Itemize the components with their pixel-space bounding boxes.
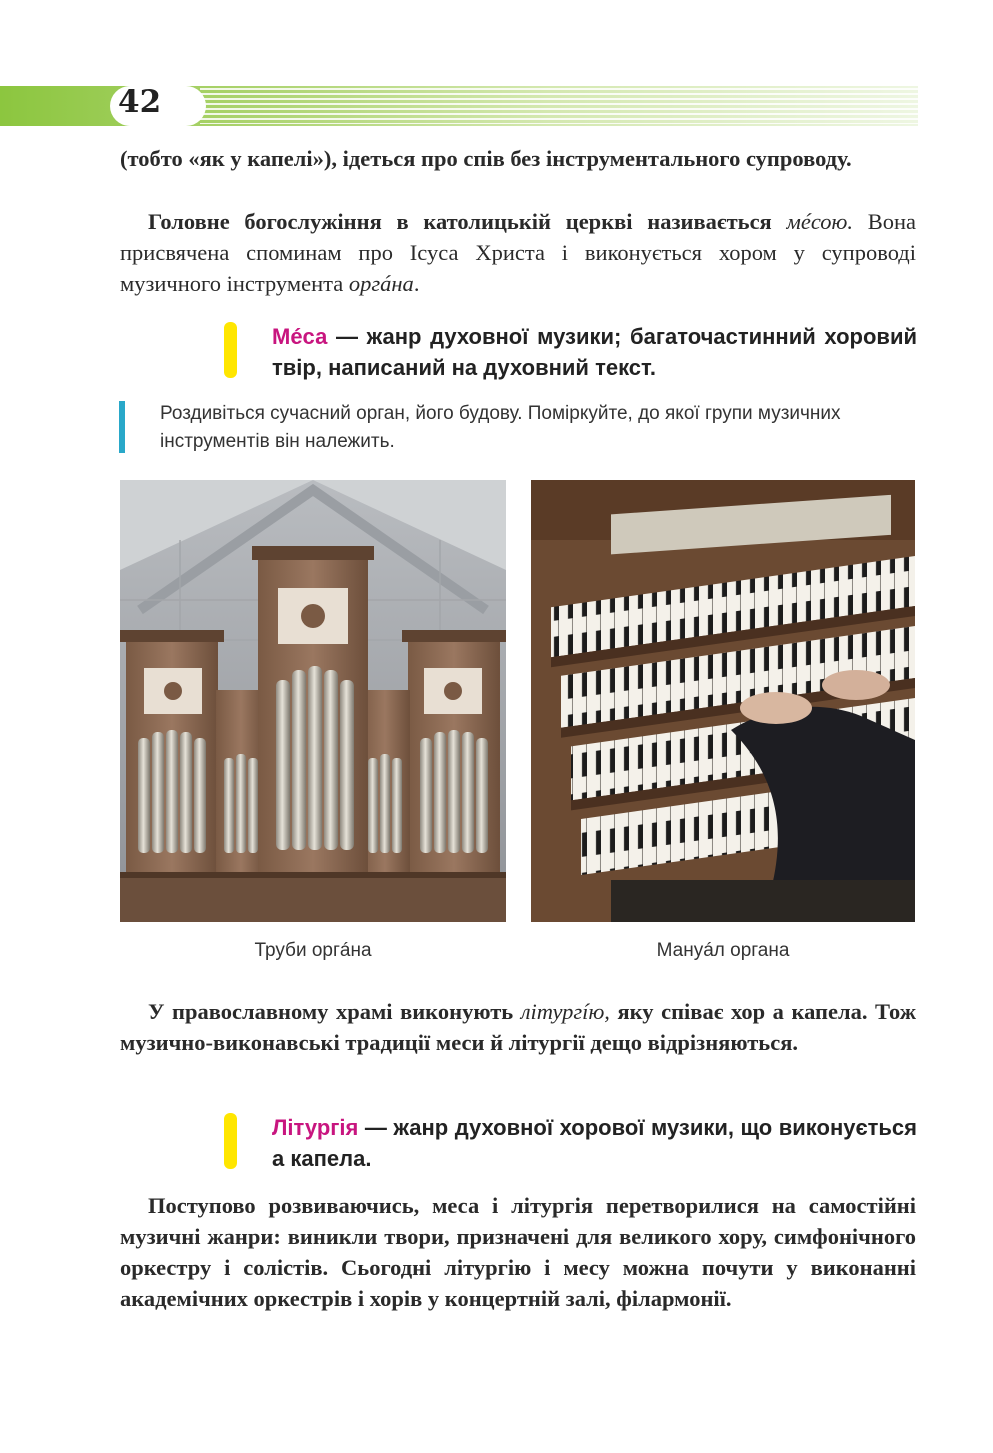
paragraph-text: Вона присвячена споминам про Ісуса Христа і виконується хором у супроводі музичного інструмента: [120, 209, 916, 296]
paragraph-text: (тобто «як у капелі»), ідеться про спів без інструментального супроводу.: [120, 146, 852, 171]
definition-term: Літургія: [272, 1115, 359, 1140]
task-text: Роздивіться сучасний орган, його будову. Поміркуйте, до якої групи музичних інструментів він належить.: [160, 403, 841, 452]
definition-term: Мéса: [272, 324, 328, 349]
term-organ: оргáна: [348, 271, 414, 296]
organ-pipes-photo: [120, 480, 506, 922]
term-liturgy: літургíю,: [520, 999, 610, 1024]
paragraph-genres: [120, 1190, 916, 1314]
definition-liturgy: [272, 1112, 917, 1174]
paragraph-text: У православному храмі виконують: [148, 999, 521, 1024]
paragraph-mass: [120, 206, 916, 299]
definition-text: — жанр духовної хорової музики, що виконується а капела.: [272, 1115, 917, 1171]
paragraph-text: .: [413, 271, 420, 296]
caption-organ-pipes: Труби оргáна: [254, 940, 372, 961]
organ-manual-photo: [531, 480, 915, 922]
paragraph-liturgy: [120, 996, 916, 1058]
paragraph-text: Поступово розвиваючись, меса і літургія перетворилися на самостійні музичні жанри: виникли твори, призначені для великого хору, симфонічного оркестру і солістів. Сьогодні літургію і месу можна почути у виконанні академічних оркестрів і хорів у концертній залі, філармонії.: [120, 1193, 916, 1311]
term-mass: мéсою.: [786, 209, 853, 234]
header-stripes: [200, 88, 918, 124]
definition-text: — жанр духовної музики; багаточастинний хоровий твір, написаний на духовний текст.: [272, 324, 917, 380]
task-marker: [119, 401, 125, 453]
caption-organ-manual: Мануáл органа: [656, 940, 790, 961]
definition-mass: [272, 321, 917, 383]
paragraph-text: яку співає хор а капела. Тож музично-виконавські традиції меси й літургії дещо відрізняються.: [120, 999, 917, 1055]
definition-marker: [224, 322, 237, 378]
paragraph-acapella: [120, 143, 916, 174]
definition-marker: [224, 1113, 237, 1169]
page-number: 42: [118, 84, 162, 120]
paragraph-text: Головне богослужіння в католицькій церкві називається: [148, 209, 787, 234]
